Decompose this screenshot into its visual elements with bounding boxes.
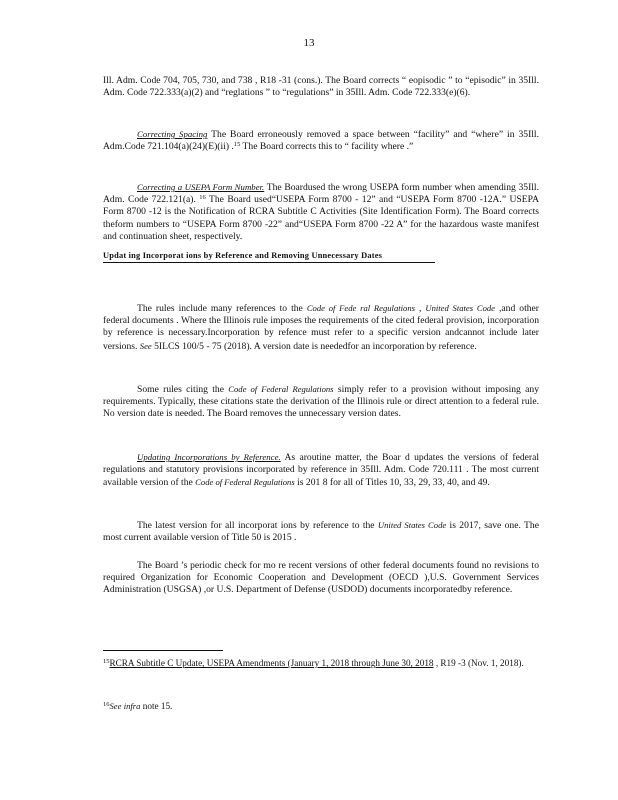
paragraph-4-text-d: 5ILCS 100/5 - 75 (2018). A version date is neededfor an incorporation by reference. (151, 340, 477, 352)
paragraph-correcting-form-number (103, 181, 539, 243)
footnote-ref-16: 16 (199, 194, 206, 202)
paragraph-8-text: The Board ’s periodic check for mo re recent versions of other federal documents found no revisions to required Organization for Economic Cooperation and Development (OECD ),U.S. Government Services Administration (USGSA) ,or U.S. Department of Defense (USDOD) documents incorporatedby reference. (103, 560, 539, 596)
cite-usc: United States Code (425, 303, 495, 313)
see-signal: See (139, 340, 152, 351)
cite-cfr-3: Code of Federal Regulations (195, 477, 295, 488)
paragraph-4-text-a: The rules include many references to the (137, 303, 307, 314)
paragraph-1-text: Ill. Adm. Code 704, 705, 730, and 738 , R18 -31 (cons.). The Board corrects “ eopisodic ” to “episodic” in 35Ill. Adm. Code 722.333(a)(2) and “reglations ” to “regulations” in 35Ill. Adm. Code 722.333(e)(6). (103, 75, 539, 99)
paragraph-periodic-check (103, 560, 539, 597)
footnote-16-number: 16 (103, 701, 110, 708)
heading-correcting-spacing: Correcting Spacing (137, 129, 208, 139)
paragraph-7-text-a: The latest version for all incorporat ions by reference to the (137, 520, 378, 531)
cite-cfr-2: Code of Federal Regulations (228, 384, 334, 394)
paragraph-4-text-c: ,and other federal documents . Where the Illinois rule imposes the requirements of the cited federal provision, incorporation by reference is necessary.Incorporation by refence must refer to a specific version andcannot include later versions. (103, 303, 539, 352)
paragraph-4-text-b: , (414, 303, 426, 314)
paragraph-1 (103, 75, 539, 99)
paragraph-6-text-b: is 201 8 for all of Titles 10, 33, 29, 33, 40, and 49. (294, 477, 490, 489)
paragraph-references (103, 302, 539, 353)
paragraph-latest-version (103, 519, 539, 544)
footnote-15-number: 15 (103, 658, 110, 665)
paragraph-3-text-a: The Boardused the wrong USEPA form number when amending 35Ill. Adm. Code 722.121(a). (103, 182, 539, 206)
footnote-15-rest: , R19 -3 (Nov. 1, 2018). (433, 658, 524, 668)
section-heading: Updat ing Incorporat ions by Reference and Removing Unnecessary Dates (103, 250, 435, 263)
cite-usc-2: United States Code (377, 520, 447, 530)
paragraph-updating-incorporations (103, 451, 539, 490)
page-number: 13 (303, 37, 315, 49)
paragraph-correcting-spacing (103, 128, 539, 153)
paragraph-5-text-b: simply refer to a provision without imposing any requirements. Typically, these citations state the derivation of the Illinois rule or direct attention to a federal rule. No version date is needed. The Board removes the unnecessary version dates. (103, 384, 540, 420)
footnote-16-see: See (109, 701, 122, 711)
paragraph-2-text-b: The Board corrects this to “ facility where .” (240, 141, 414, 153)
footnote-15-title: RCRA Subtitle C Update, USEPA Amendments (January 1, 2018 through June 30, 2018 (109, 658, 434, 668)
paragraph-2-text-a: The Board erroneously removed a space between “facility” and “where” in 35Ill. Adm.Code 721.104(a)(24)(E)(ii) . (103, 129, 539, 153)
footnote-16-rest: note 15. (140, 701, 173, 711)
paragraph-7-text-b: is 2017, save one. The most current available version of Title 50 is 2015 . (103, 520, 539, 544)
paragraph-6-text-a: As aroutine matter, the Boar d updates the versions of federal regulations and statutory provisions incorporated by reference in 35Ill. Adm. Code 720.111 . The most current available version of the (103, 452, 539, 489)
footnote-ref-15: 15 (233, 141, 241, 149)
heading-correcting-form-number: Correcting a USEPA Form Number. (137, 182, 265, 192)
paragraph-3-text-b: The Board used“USEPA Form 8700 - 12” and “USEPA Form 8700 -12A.” USEPA Form 8700 -12 is the Notification of RCRA Subtitle C Activities (Site Identification Form). The Board corrects theform numbers to “USEPA Form 8700 -22” and“USEPA Form 8700 -22 A” for the hazardous waste manifest and continuation sheet, respectively. (103, 194, 540, 242)
footnote-16-infra: infra (123, 701, 141, 711)
heading-updating-incorporations: Updating Incorporations by Reference. (137, 452, 281, 462)
cite-cfr: Code of Fede ral Regulations (306, 303, 415, 313)
paragraph-5-text-a: Some rules citing the (137, 384, 229, 395)
footnote-16 (103, 700, 539, 712)
paragraph-citations (103, 383, 539, 421)
footnote-15 (103, 657, 539, 669)
footnote-divider (103, 650, 223, 651)
